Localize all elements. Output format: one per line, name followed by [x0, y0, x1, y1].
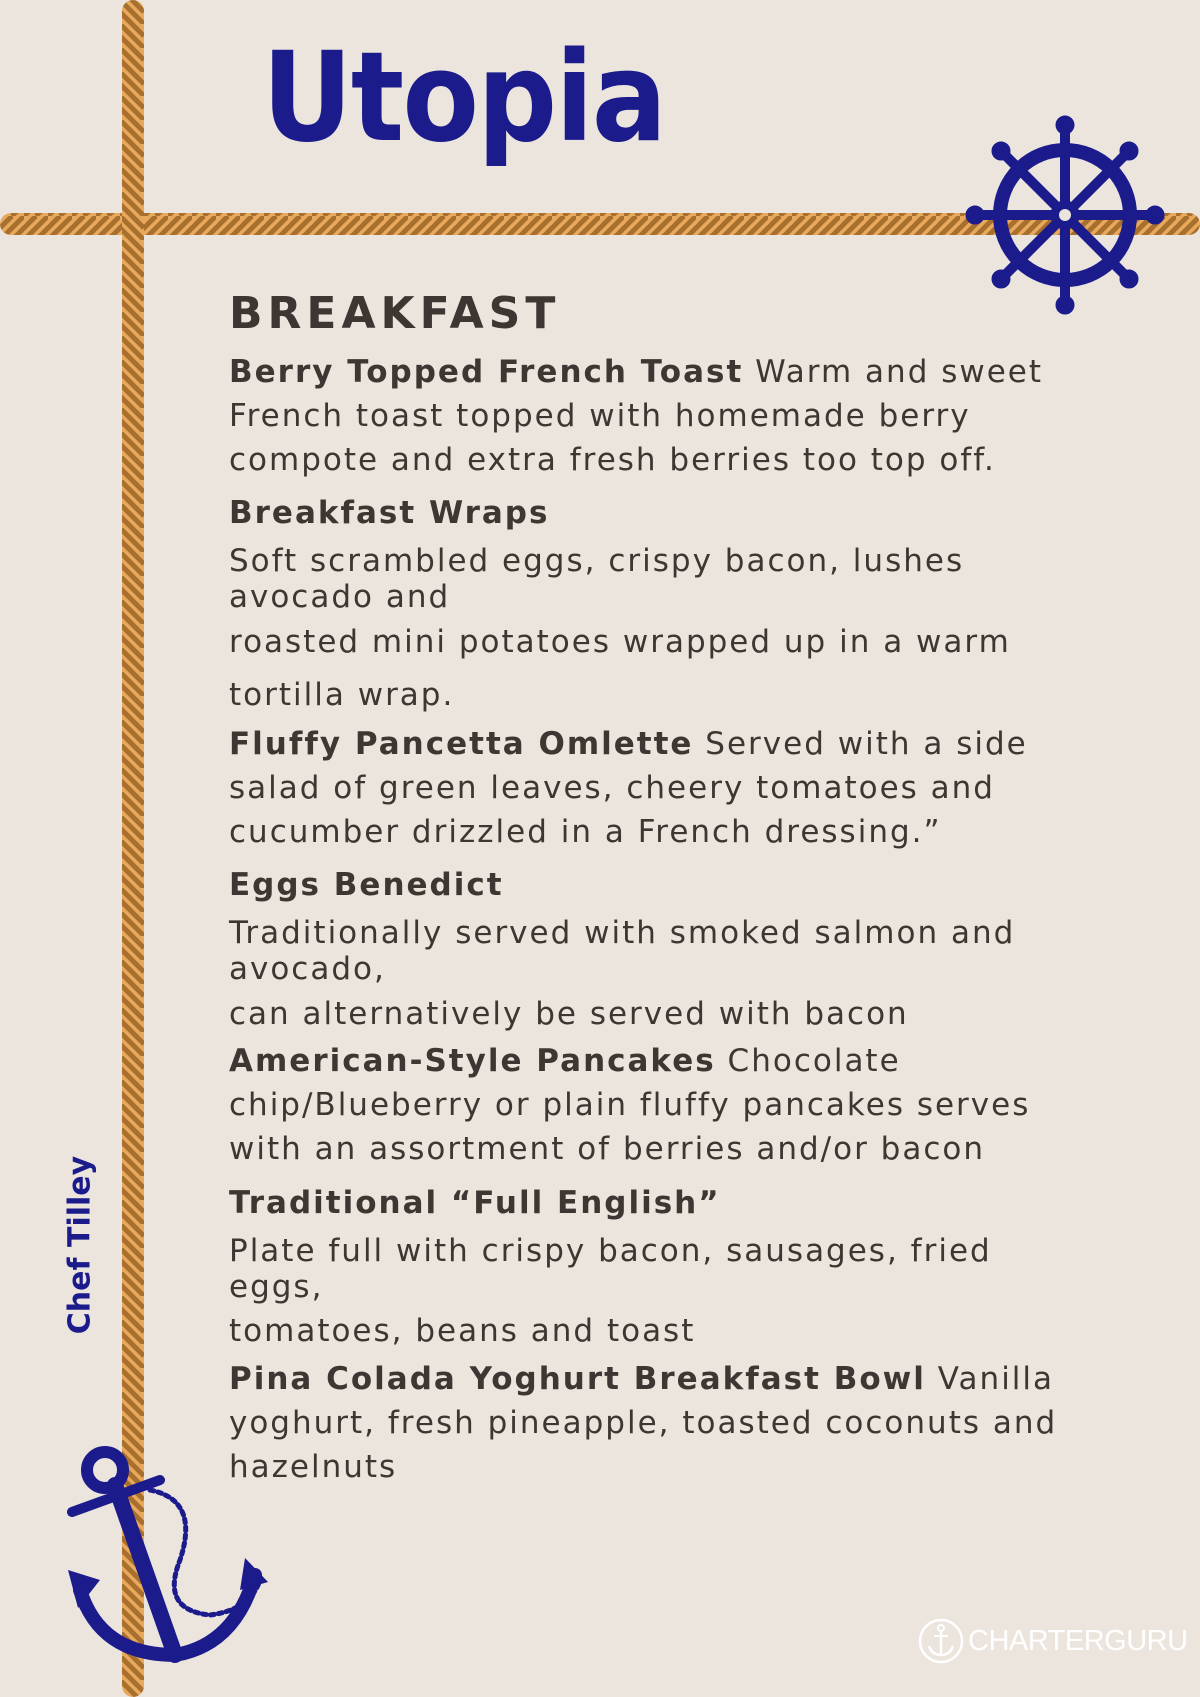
brand-logo: [918, 1618, 1188, 1664]
menu-item-description: Vanilla: [925, 1361, 1055, 1397]
menu-item-description: with an assortment of berries and/or bacon: [229, 1131, 985, 1167]
menu-item-description: salad of green leaves, cheery tomatoes and: [229, 770, 995, 806]
menu-item-description: hazelnuts: [229, 1449, 398, 1485]
chef-credit: Chef Tilley: [62, 1155, 98, 1335]
menu-item-description: Plate full with crispy bacon, sausages, fried eggs,: [229, 1233, 992, 1305]
menu-item-name: American-Style Pancakes: [229, 1043, 716, 1079]
menu-item-description: tomatoes, beans and toast: [229, 1313, 696, 1349]
menu-item-name: Pina Colada Yoghurt Breakfast Bowl: [229, 1361, 926, 1397]
menu-item-name: Breakfast Wraps: [229, 495, 550, 531]
menu-item-description: tortilla wrap.: [229, 677, 455, 713]
menu-item-description: compote and extra fresh berries too top off.: [229, 442, 996, 478]
menu-item-description: Served with a side: [693, 726, 1028, 762]
menu-item-description: yoghurt, fresh pineapple, toasted coconuts and: [229, 1405, 1058, 1441]
anchor-logo-icon: [918, 1618, 964, 1664]
menu-item-description: French toast topped with homemade berry: [229, 398, 971, 434]
menu-item-name: Berry Topped French Toast: [229, 354, 744, 390]
menu-item-description: can alternatively be served with bacon: [229, 996, 909, 1032]
menu-item: [229, 350, 1149, 482]
menu-item-description: roasted mini potatoes wrapped up in a warm: [229, 624, 1011, 660]
menu-item: [229, 863, 1149, 907]
menu-item-description: chip/Blueberry or plain fluffy pancakes serves: [229, 1087, 1031, 1123]
menu-item-name: Eggs Benedict: [229, 867, 504, 903]
menu-item: [229, 1181, 1149, 1225]
menu-item: [229, 491, 1149, 535]
menu-item-description: cucumber drizzled in a French dressing.”: [229, 814, 942, 850]
menu-item-description: Warm and sweet: [743, 354, 1044, 390]
menu-item: [229, 1357, 1149, 1489]
menu-title: Utopia: [262, 26, 666, 170]
brand-name: CHARTERGURU: [968, 1624, 1188, 1657]
menu-item-description: Chocolate: [715, 1043, 901, 1079]
menu-item-description: Soft scrambled eggs, crispy bacon, lushes avocado and: [229, 543, 965, 615]
menu-item: [229, 722, 1149, 854]
section-heading: BREAKFAST: [229, 288, 561, 339]
menu-item-name: Traditional “Full English”: [229, 1185, 721, 1221]
menu-item-name: Fluffy Pancetta Omlette: [229, 726, 694, 762]
menu-item: [229, 1039, 1149, 1171]
menu-item-description: Traditionally served with smoked salmon and avocado,: [229, 915, 1016, 987]
ship-wheel-icon: [965, 115, 1165, 315]
